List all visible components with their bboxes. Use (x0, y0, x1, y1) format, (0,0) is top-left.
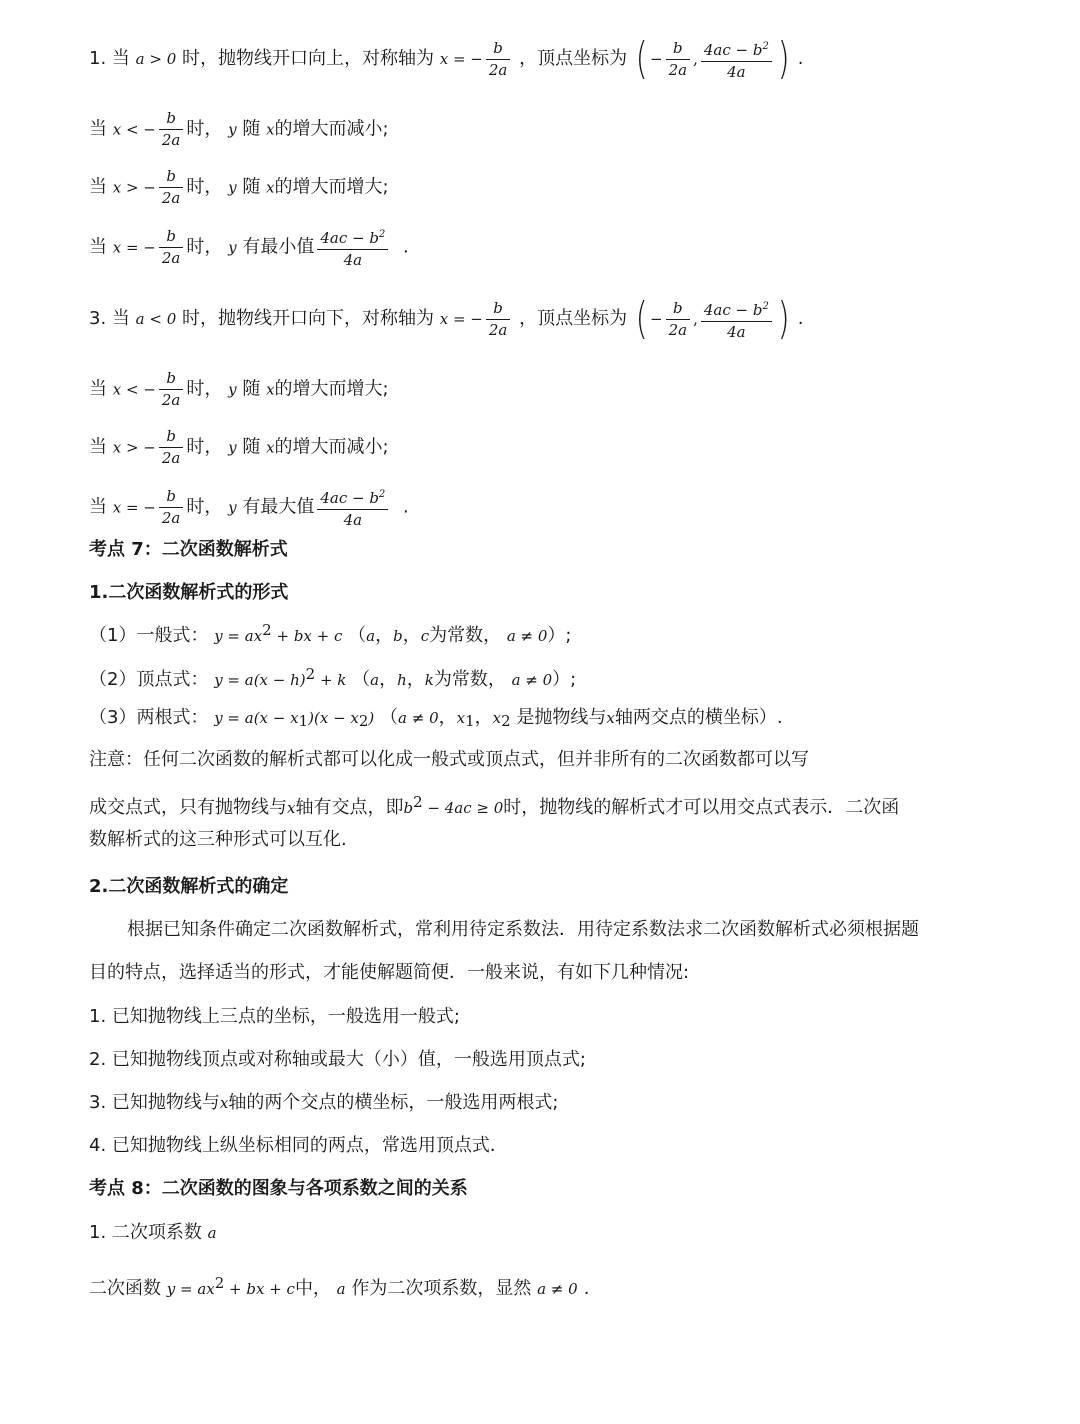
fraction: $\frac{b}{2a}$ (159, 426, 184, 469)
form-general: （1）一般式： $y = ax^2$ + bx + c （a，b，c为常数， a ≠ 0）; (89, 621, 572, 646)
axis-expr: x = − (439, 50, 483, 68)
fraction: $\frac{b}{2a}$ (159, 486, 184, 529)
note-line-1: 注意：任何二次函数的解析式都可以化成一般式或顶点式，但并非所有的二次函数都可以写 (89, 749, 809, 770)
fraction: $\frac{4ac - b^2}{4a}$ (701, 36, 772, 83)
s3-rule-3: 当 x = − $\frac{b}{2a}$ 时， y 有最大值 $\frac{4ac - b^2}{4a}$ . (89, 484, 409, 531)
s3-rule-1: 当 x < − $\frac{b}{2a}$ 时， y 随 x的增大而增大; (89, 369, 389, 409)
condition-expr: a < 0 (135, 310, 177, 328)
case-1: 1. 已知抛物线上三点的坐标，一般选用一般式; (89, 1006, 460, 1027)
condition-expr: a > 0 (135, 50, 177, 68)
case-3: 3. 已知抛物线与x轴的两个交点的横坐标，一般选用两根式; (89, 1092, 559, 1113)
kd7-sub2: 2.二次函数解析式的确定 (89, 876, 289, 897)
note-line-2: 成交点式，只有抛物线与x轴有交点，即$b^2 - 4ac \ge 0$时，抛物线的解析式才可以用交点式表示．二次函 (89, 793, 900, 818)
kd8-line-1: 二次函数 $y = ax^2$ + bx + c中， a 作为二次项系数，显然 a ≠ 0 . (89, 1274, 590, 1299)
fraction: $\frac{b}{2a}$ (666, 298, 691, 341)
fraction: $\frac{4ac - b^2}{4a}$ (701, 296, 772, 343)
fraction: $\frac{4ac - b^2}{4a}$ (317, 484, 388, 531)
kd7-title: 考点 7：二次函数解析式 (89, 539, 288, 560)
fraction: $\frac{b}{2a}$ (159, 368, 184, 411)
s1-heading: 1. 当 a > 0 时，抛物线开口向上，对称轴为 x = − $\frac{b}{2a}$ ，顶点坐标为 ( − $\frac{b}{2a}$ , $\frac{4ac - b^2}{4a}$ ) . (89, 33, 804, 84)
s1-rule-1: 当 x < − $\frac{b}{2a}$ 时， y 随 x的增大而减小; (89, 109, 389, 149)
right-paren: ) (777, 293, 790, 344)
para-line-1: 根据已知条件确定二次函数解析式，常利用待定系数法．用待定系数法求二次函数解析式必须根据题 (127, 919, 919, 940)
case-4: 4. 已知抛物线上纵坐标相同的两点，常选用顶点式． (89, 1135, 508, 1156)
form-roots: （3）两根式： $y = a(x - x_1)(x - x_2)$ （a ≠ 0，$x_1$，$x_2$ 是抛物线与x轴两交点的横坐标）. (89, 707, 783, 730)
kd8-sub1: 1. 二次项系数 a (89, 1222, 217, 1243)
fraction: $\frac{b}{2a}$ (666, 38, 691, 81)
left-paren: ( (635, 33, 648, 84)
fraction: $\frac{b}{2a}$ (159, 226, 184, 269)
right-paren: ) (777, 33, 790, 84)
form-vertex: （2）顶点式： $y = a(x - h)^2 + k$ （a，h，k为常数， a ≠ 0）; (89, 665, 577, 690)
kd7-sub1: 1.二次函数解析式的形式 (89, 582, 289, 603)
fraction: $\frac{b}{2a}$ (159, 108, 184, 151)
case-2: 2. 已知抛物线顶点或对称轴或最大（小）值，一般选用顶点式; (89, 1049, 586, 1070)
s3-heading: 3. 当 a < 0 时，抛物线开口向下，对称轴为 x = − $\frac{b}{2a}$ ，顶点坐标为 ( − $\frac{b}{2a}$ , $\frac{4ac - b^2}{4a}$ ) . (89, 293, 804, 344)
kd8-title: 考点 8：二次函数的图象与各项系数之间的关系 (89, 1178, 468, 1199)
s1-rule-3: 当 x = − $\frac{b}{2a}$ 时， y 有最小值 $\frac{4ac - b^2}{4a}$ . (89, 224, 409, 271)
fraction: $\frac{b}{2a}$ (486, 298, 511, 341)
fraction: $\frac{b}{2a}$ (159, 166, 184, 209)
fraction: $\frac{4ac - b^2}{4a}$ (317, 224, 388, 271)
note-line-3: 数解析式的这三种形式可以互化. (89, 829, 347, 850)
left-paren: ( (635, 293, 648, 344)
s3-rule-2: 当 x > − $\frac{b}{2a}$ 时， y 随 x的增大而减小; (89, 427, 389, 467)
s1-rule-2: 当 x > − $\frac{b}{2a}$ 时， y 随 x的增大而增大; (89, 167, 389, 207)
axis-expr: x = − (439, 310, 483, 328)
fraction: $\frac{b}{2a}$ (486, 38, 511, 81)
para-line-2: 目的特点，选择适当的形式，才能使解题简便．一般来说，有如下几种情况: (89, 962, 690, 983)
